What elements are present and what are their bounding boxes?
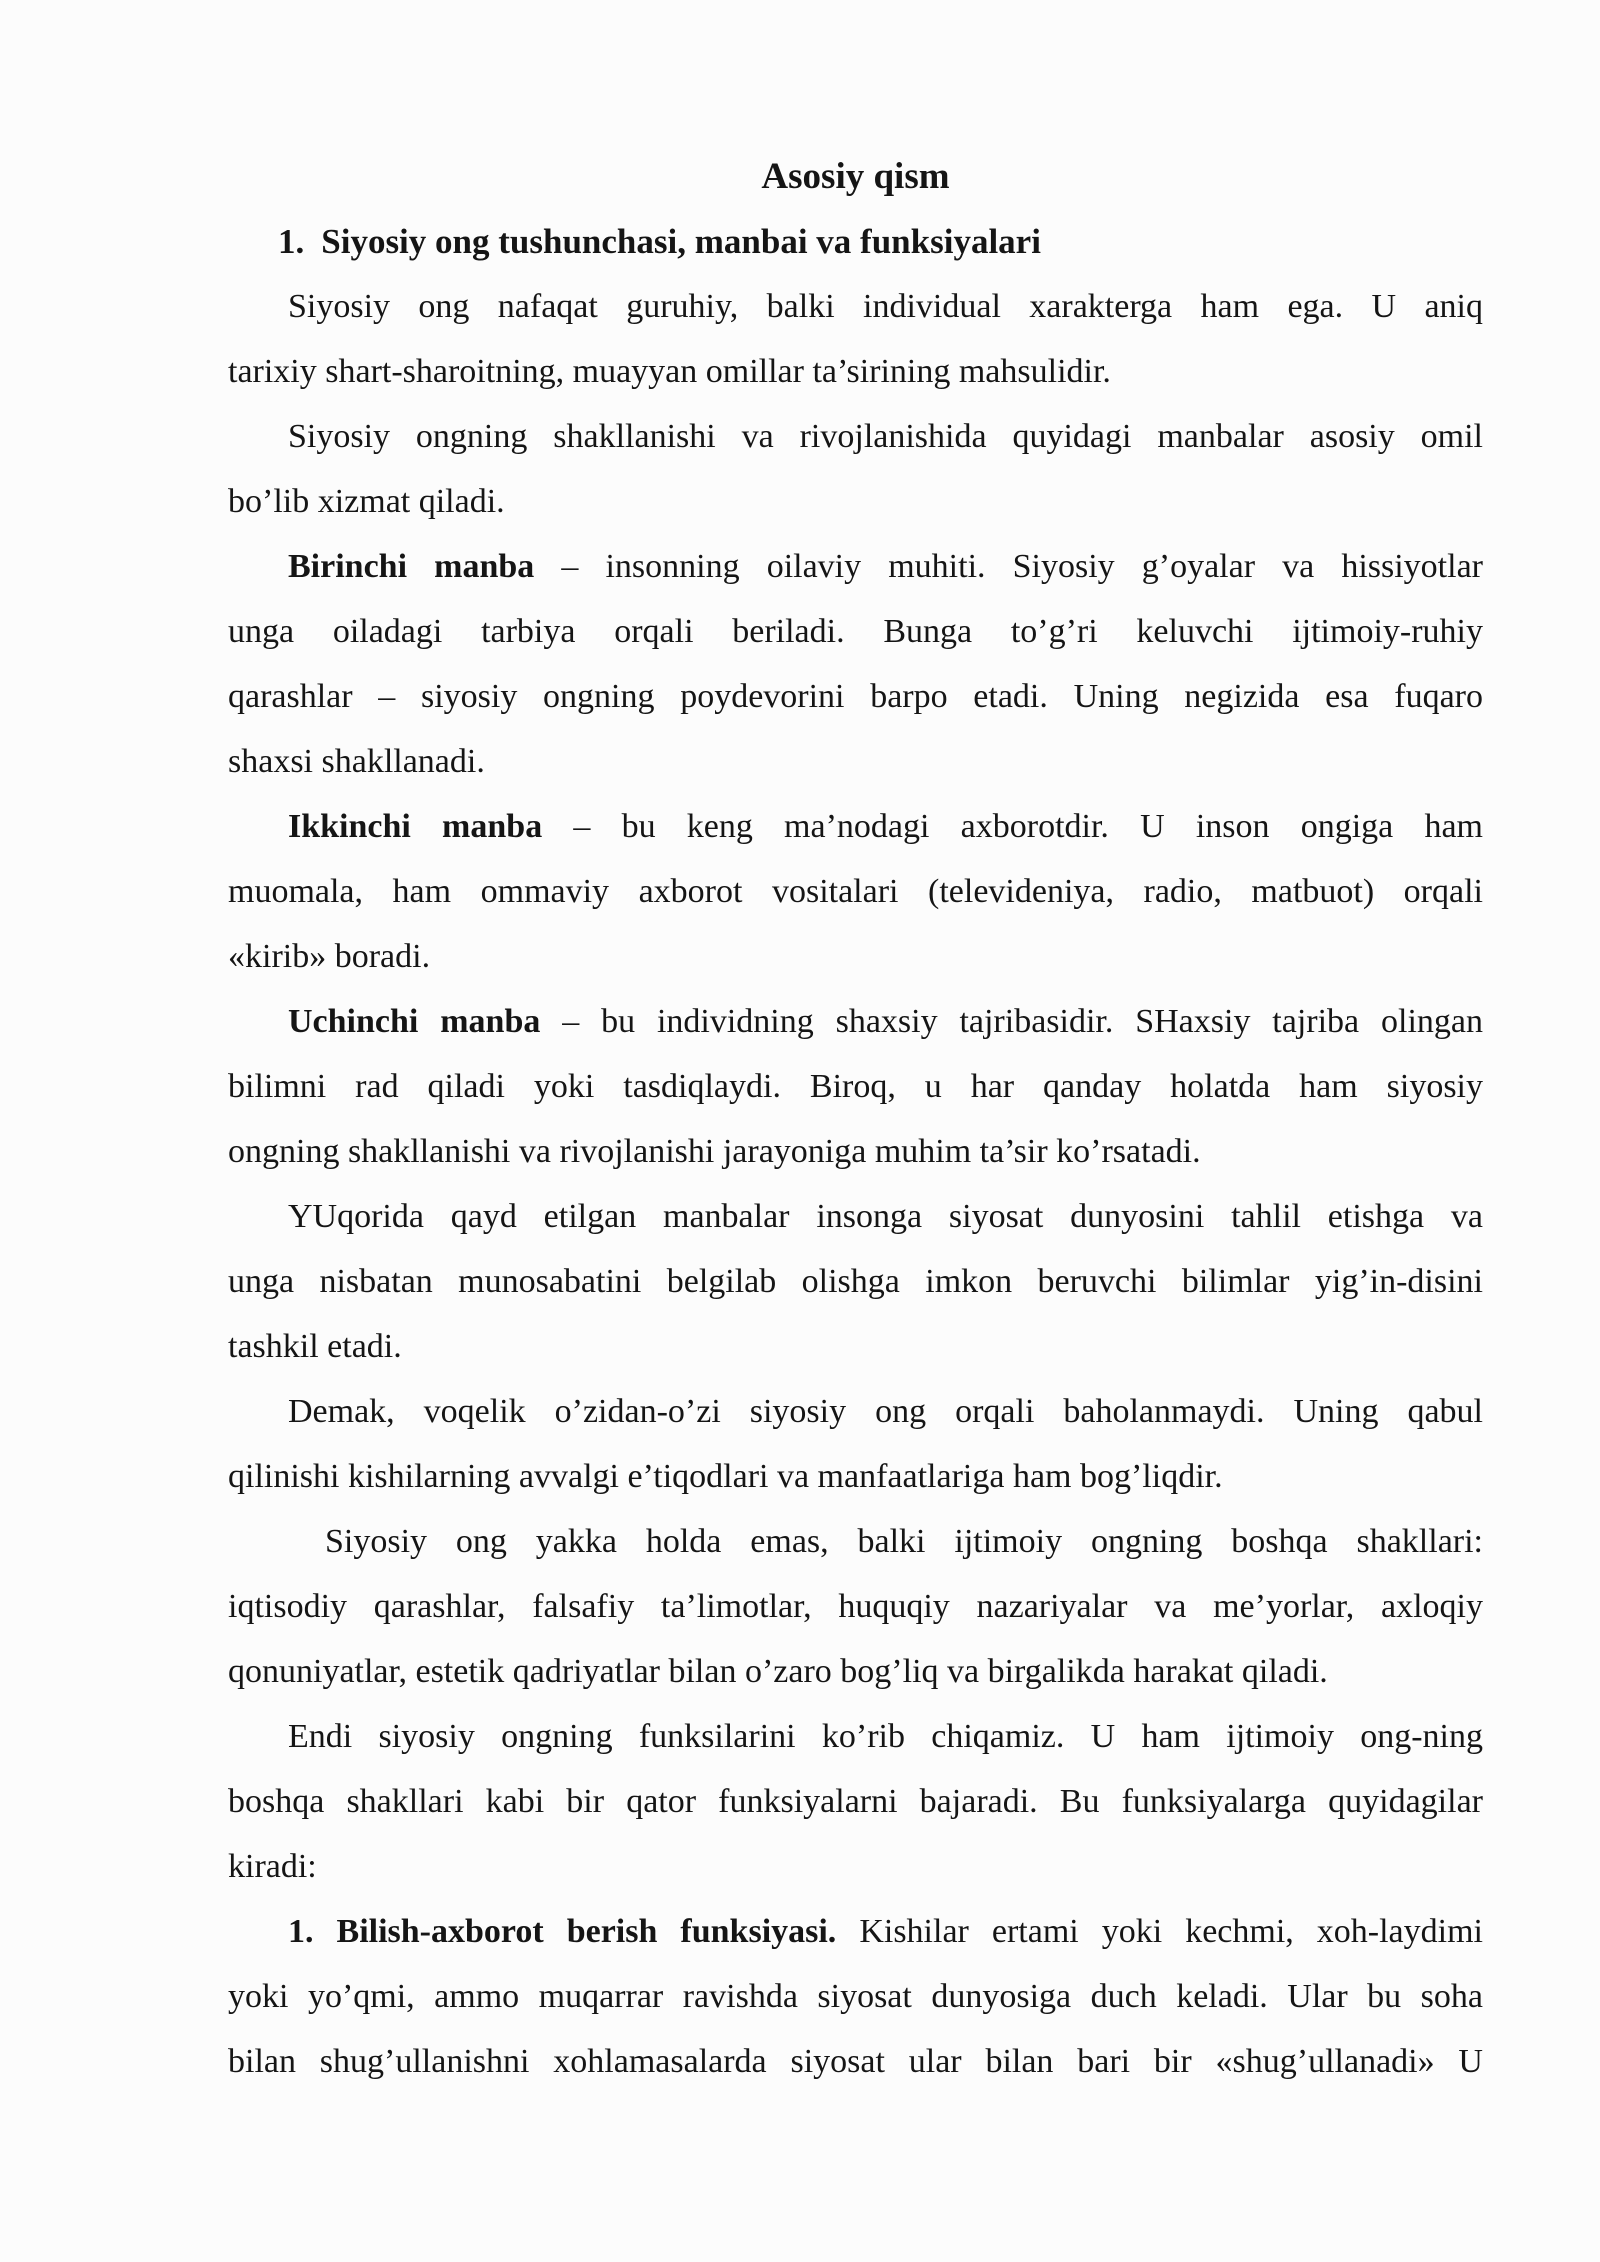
text-line: tashkil etadi.: [228, 1328, 402, 1365]
text-line: bilimni rad qiladi yoki tasdiqlaydi. Biroq, u har qanday holatda ham siyosiy: [228, 1068, 1483, 1105]
text-line: muomala, ham ommaviy axborot vositalari (televideniya, radio, matbuot) orqali: [228, 873, 1483, 910]
text-line: Uchinchi manba – bu individning shaxsiy tajribasidir. SHaxsiy tajriba olingan: [288, 1003, 1483, 1040]
page-title: Asosiy qism: [761, 156, 950, 197]
text-line: Siyosiy ongning shakllanishi va rivojlanishida quyidagi manbalar asosiy omil: [288, 418, 1483, 455]
text-line: Demak, voqelik o’zidan-o’zi siyosiy ong orqali baholanmaydi. Uning qabul: [288, 1393, 1483, 1430]
text-line: unga oiladagi tarbiya orqali beriladi. Bunga to’g’ri keluvchi ijtimoiy-ruhiy: [228, 613, 1483, 650]
text-line: bo’lib xizmat qiladi.: [228, 483, 505, 520]
section-heading: [228, 209, 1483, 274]
text-line: Birinchi manba – insonning oilaviy muhiti. Siyosiy g’oyalar va hissiyotlar: [288, 548, 1483, 585]
text-line: 1. Bilish-axborot berish funksiyasi. Kishilar ertami yoki kechmi, xoh-laydimi: [288, 1913, 1483, 1950]
text-line: Ikkinchi manba – bu keng ma’nodagi axborotdir. U inson ongiga ham: [288, 808, 1483, 845]
bold-lead-in: Uchinchi manba: [288, 1003, 541, 1040]
text-block: [228, 144, 1483, 2094]
bold-lead-in: Ikkinchi manba: [288, 808, 543, 845]
text-line: Siyosiy ong nafaqat guruhiy, balki individual xarakterga ham ega. U aniq: [288, 288, 1483, 325]
text-line: yoki yo’qmi, ammo muqarrar ravishda siyosat dunyosiga duch keladi. Ular bu soha: [228, 1978, 1483, 2015]
section-heading-text: Siyosiy ong tushunchasi, manbai va funksiyalari: [321, 222, 1041, 261]
text-line: shaxsi shakllanadi.: [228, 743, 485, 780]
text-line: qarashlar – siyosiy ongning poydevorini barpo etadi. Uning negizida esa fuqaro: [228, 678, 1483, 715]
text-line: qonuniyatlar, estetik qadriyatlar bilan o’zaro bog’liq va birgalikda harakat qiladi.: [228, 1653, 1328, 1690]
text-line: «kirib» boradi.: [228, 938, 431, 975]
text-line: unga nisbatan munosabatini belgilab olishga imkon beruvchi bilimlar yig’in-disini: [228, 1263, 1483, 1300]
text-line: tarixiy shart-sharoitning, muayyan omillar ta’sirining mahsulidir.: [228, 353, 1111, 390]
bold-lead-in: 1. Bilish-axborot berish funksiyasi.: [288, 1913, 837, 1950]
text-line: ongning shakllanishi va rivojlanishi jarayoniga muhim ta’sir ko’rsatadi.: [228, 1133, 1201, 1170]
section-heading-number: 1.: [278, 222, 305, 261]
text-line: kiradi:: [228, 1848, 317, 1885]
text-line: YUqorida qayd etilgan manbalar insonga siyosat dunyosini tahlil etishga va: [288, 1198, 1483, 1235]
text-line: bilan shug’ullanishni xohlamasalarda siyosat ular bilan bari bir «shug’ullanadi» U: [228, 2043, 1483, 2080]
bold-lead-in: Birinchi manba: [288, 548, 535, 585]
text-line: Siyosiy ong yakka holda emas, balki ijtimoiy ongning boshqa shakllari:: [325, 1523, 1483, 1560]
text-line: Endi siyosiy ongning funksilarini ko’rib chiqamiz. U ham ijtimoiy ong-ning: [288, 1718, 1483, 1755]
text-line: iqtisodiy qarashlar, falsafiy ta’limotlar, huquqiy nazariyalar va me’yorlar, axloqiy: [228, 1588, 1483, 1625]
text-line: boshqa shakllari kabi bir qator funksiyalarni bajaradi. Bu funksiyalarga quyidagilar: [228, 1783, 1483, 1820]
text-line: qilinishi kishilarning avvalgi e’tiqodlari va manfaatlariga ham bog’liqdir.: [228, 1458, 1223, 1495]
